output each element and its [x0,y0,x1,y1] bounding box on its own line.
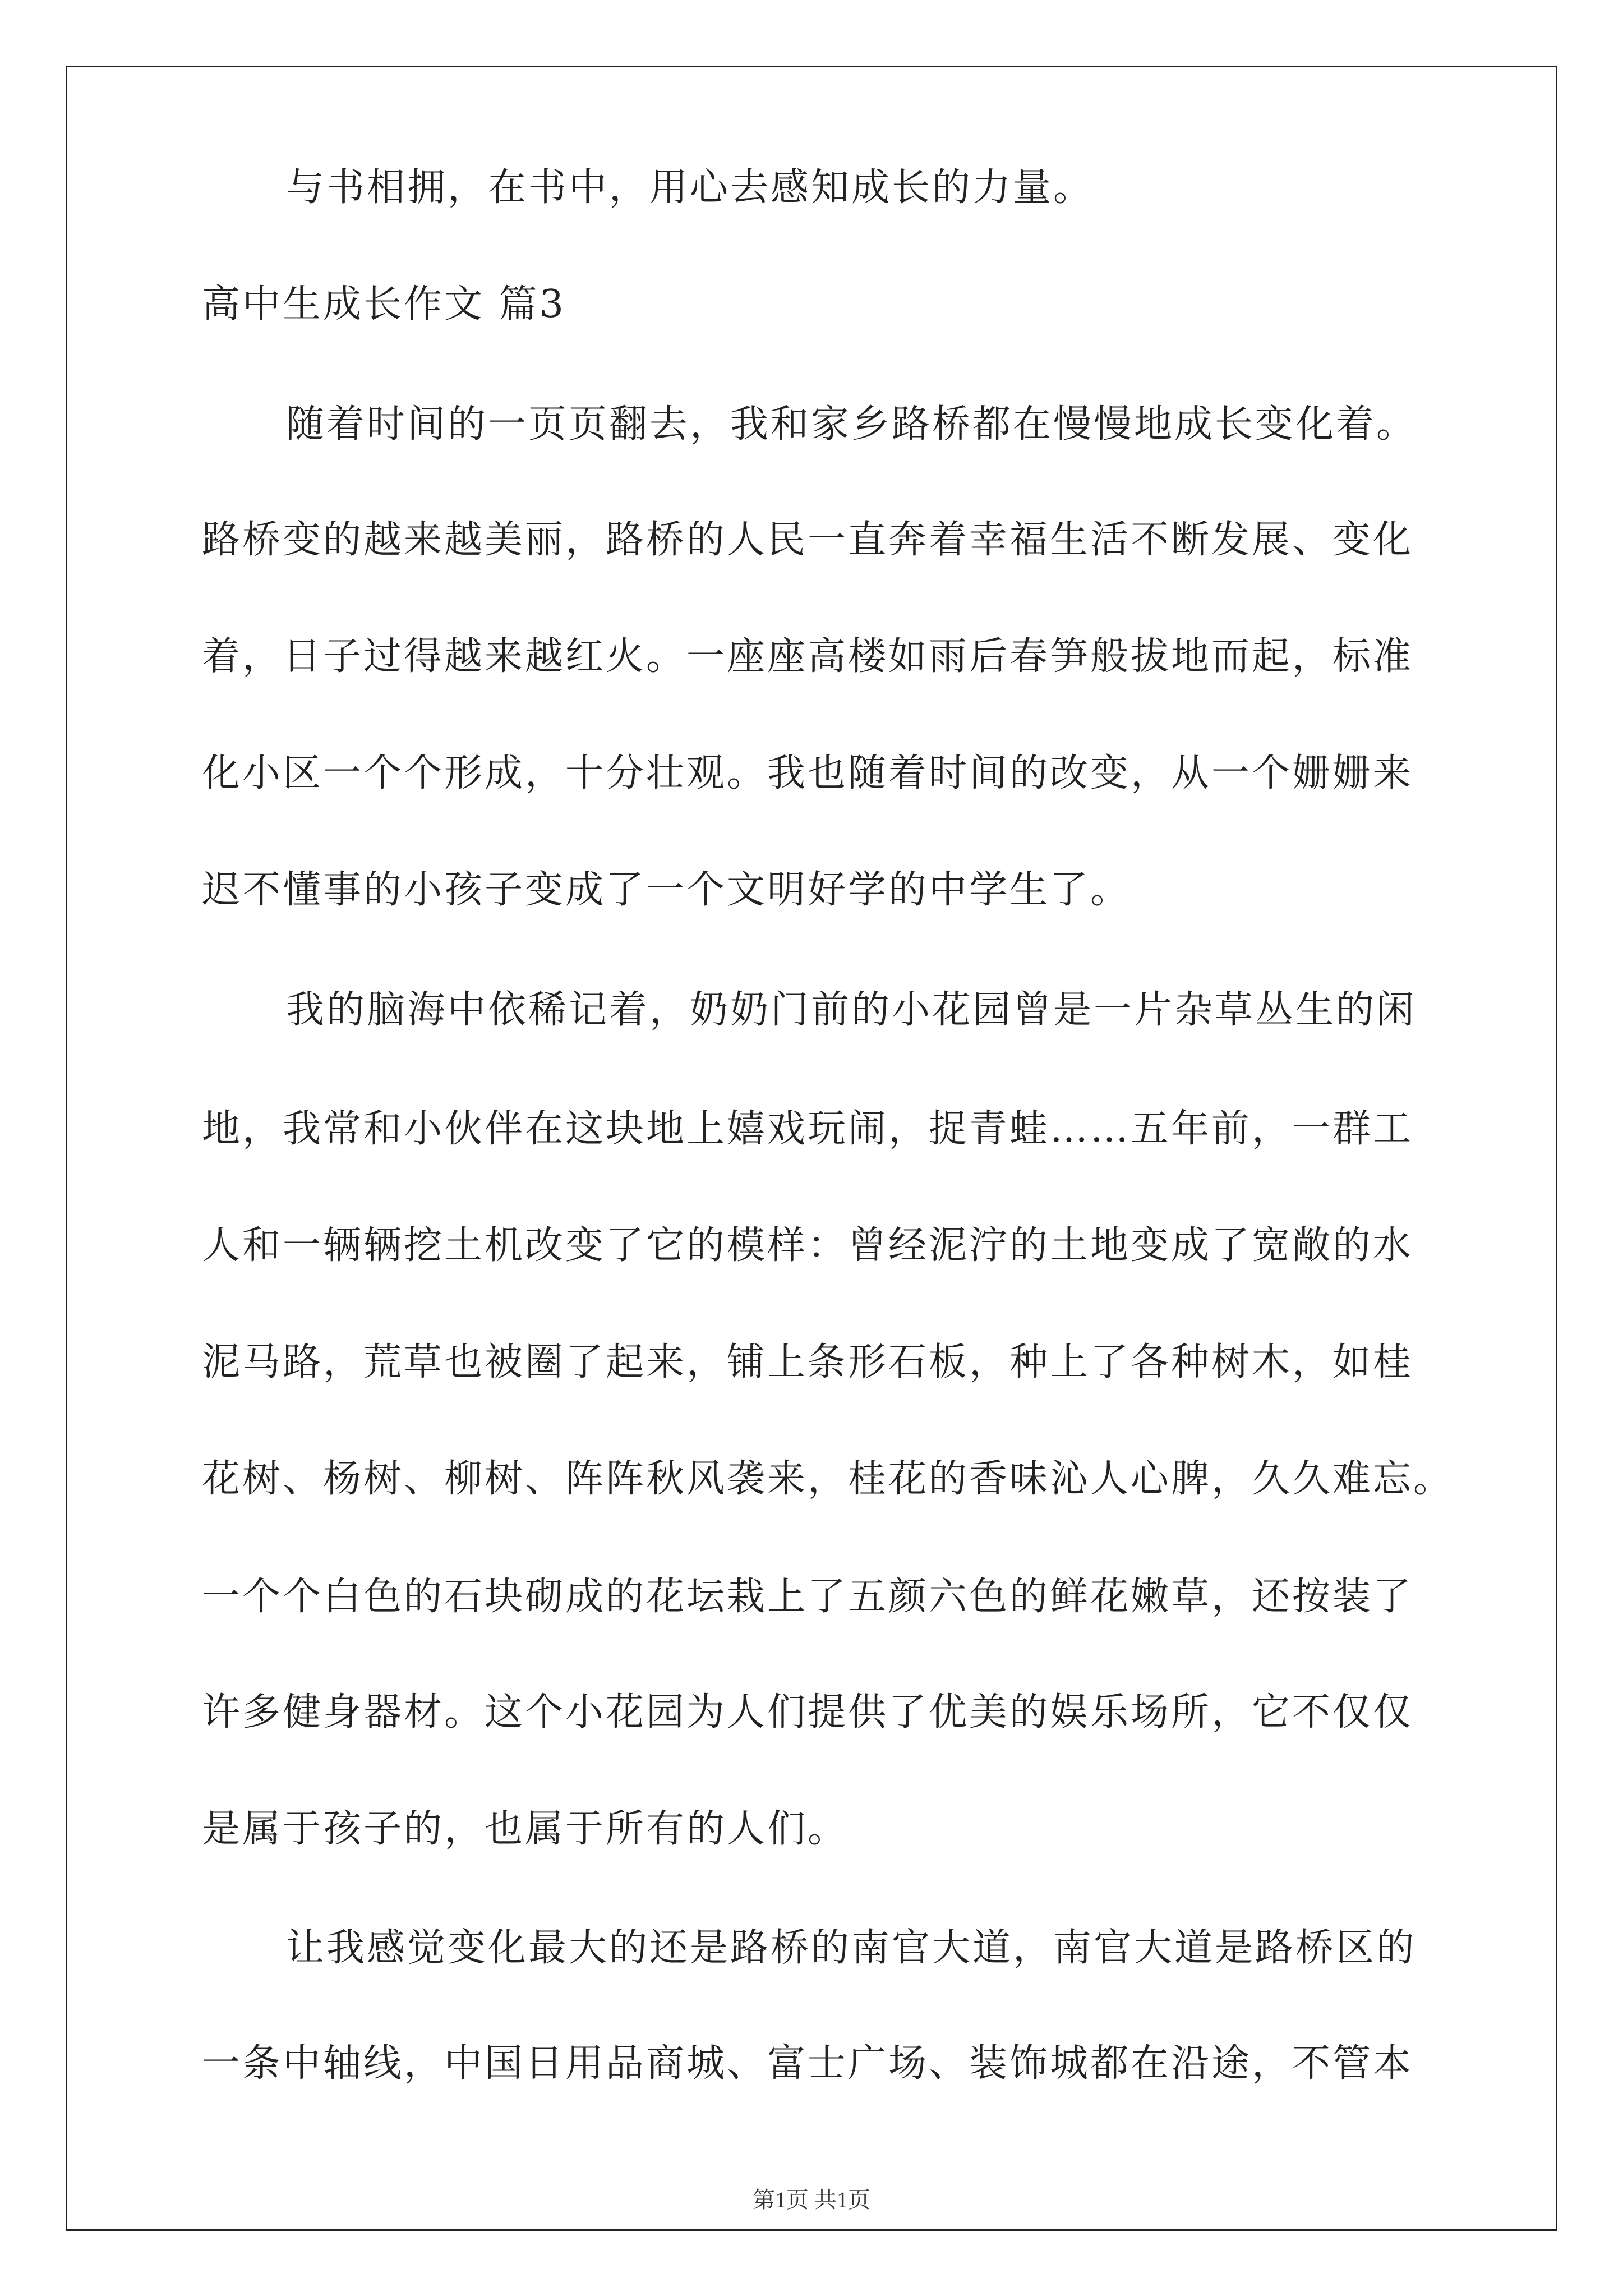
paragraph-line: 一个个白色的石块砌成的花坛栽上了五颜六色的鲜花嫩草，还按装了 [202,1575,1414,1619]
paragraph-line: 与书相拥，在书中，用心去感知成长的力量。 [286,165,1094,210]
paragraph-line: 地，我常和小伙伴在这块地上嬉戏玩闹，捉青蛙……五年前，一群工 [202,1107,1414,1151]
paragraph-line: 泥马路，荒草也被圈了起来，铺上条形石板，种上了各种树木，如桂 [202,1340,1414,1384]
page-footer: 第1页 共1页 [753,2187,870,2212]
paragraph-line: 许多健身器材。这个小花园为人们提供了优美的娱乐场所，它不仅仅 [202,1690,1414,1734]
paragraph-line: 是属于孩子的，也属于所有的人们。 [202,1807,849,1851]
paragraph-line: 化小区一个个形成，十分壮观。我也随着时间的改变，从一个姗姗来 [202,751,1414,795]
paragraph-line: 路桥变的越来越美丽，路桥的人民一直奔着幸福生活不断发展、变化 [202,518,1414,562]
paragraph-line: 一条中轴线，中国日用品商城、富士广场、装饰城都在沿途，不管本 [202,2041,1414,2086]
paragraph-line: 着，日子过得越来越红火。一座座高楼如雨后春笋般拔地而起，标准 [202,634,1414,679]
page-frame [66,66,1557,2231]
paragraph-line: 随着时间的一页页翻去，我和家乡路桥都在慢慢地成长变化着。 [286,402,1417,447]
paragraph-line: 让我感觉变化最大的还是路桥的南官大道，南官大道是路桥区的 [286,1926,1417,1970]
paragraph-line: 我的脑海中依稀记着，奶奶门前的小花园曾是一片杂草丛生的闲 [286,988,1417,1032]
paragraph-line: 迟不懂事的小孩子变成了一个文明好学的中学生了。 [202,868,1131,912]
paragraph-line: 花树、杨树、柳树、阵阵秋风袭来，桂花的香味沁人心脾，久久难忘。 [202,1457,1454,1501]
section-heading: 高中生成长作文 篇3 [202,282,566,326]
paragraph-line: 人和一辆辆挖土机改变了它的模样：曾经泥泞的土地变成了宽敞的水 [202,1223,1414,1268]
